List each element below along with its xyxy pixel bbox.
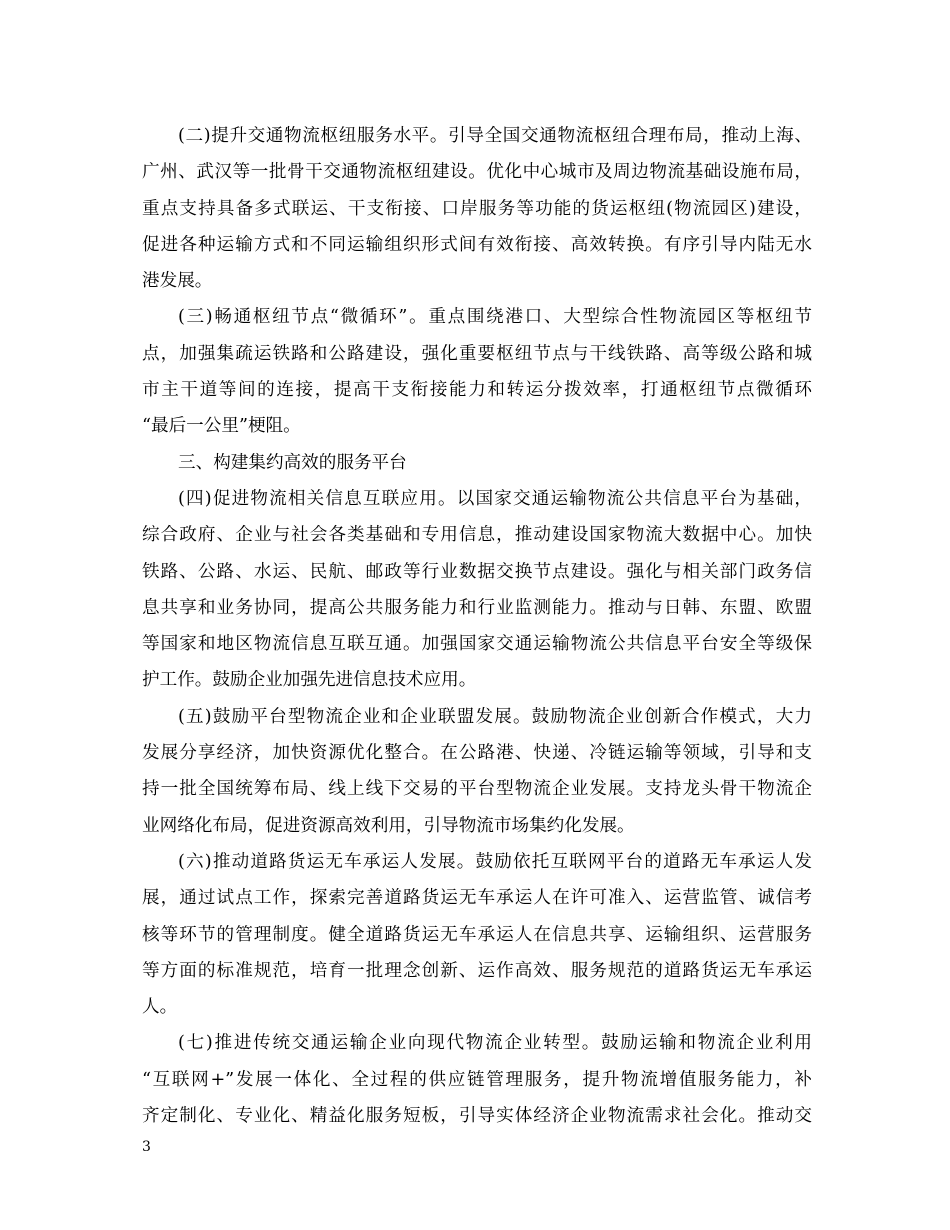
paragraph-line: 齐定制化、专业化、精益化服务短板，引导实体经济企业物流需求社会化。推动交 xyxy=(142,1106,812,1127)
paragraph-5-heading-line: (五)鼓励平台型物流企业和企业联盟发展。鼓励物流企业创新合作模式，大力 xyxy=(178,706,812,727)
paragraph-7-heading-line: (七)推进传统交通运输企业向现代物流企业转型。鼓励运输和物流企业利用 xyxy=(178,1033,812,1054)
paragraph-6-heading-line: (六)推动道路货运无车承运人发展。鼓励依托互联网平台的道路无车承运人发 xyxy=(178,851,812,872)
paragraph-line: 护工作。鼓励企业加强先进信息技术应用。 xyxy=(142,670,477,691)
paragraph-line: 市主干道等间的连接，提高干支衔接能力和转运分拨效率，打通枢纽节点微循环 xyxy=(142,380,812,401)
paragraph-line: 铁路、公路、水运、民航、邮政等行业数据交换节点建设。强化与相关部门政务信 xyxy=(142,561,812,582)
paragraph-2-heading-line: (二)提升交通物流枢纽服务水平。引导全国交通物流枢纽合理布局，推动上海、 xyxy=(178,126,812,146)
paragraph-line: 等方面的标准规范，培育一批理念创新、运作高效、服务规范的道路货运无车承运 xyxy=(142,960,812,981)
paragraph-line: 息共享和业务协同，提高公共服务能力和行业监测能力。推动与日韩、东盟、欧盟 xyxy=(142,597,812,618)
paragraph-line: 促进各种运输方式和不同运输组织形式间有效衔接、高效转换。有序引导内陆无水 xyxy=(142,234,812,255)
paragraph-line: 点，加强集疏运铁路和公路建设，强化重要枢纽节点与干线铁路、高等级公路和城 xyxy=(142,343,812,364)
paragraph-line: 人。 xyxy=(142,997,178,1018)
paragraph-line: “互联网+”发展一体化、全过程的供应链管理服务，提升物流增值服务能力，补 xyxy=(142,1069,812,1090)
paragraph-line: 等国家和地区物流信息互联互通。加强国家交通运输物流公共信息平台安全等级保 xyxy=(142,634,812,655)
section-heading: 三、构建集约高效的服务平台 xyxy=(178,452,407,473)
paragraph-4-heading-line: (四)促进物流相关信息互联应用。以国家交通运输物流公共信息平台为基础， xyxy=(178,488,812,509)
paragraph-line: 广州、武汉等一批骨干交通物流枢纽建设。优化中心城市及周边物流基础设施布局， xyxy=(142,162,812,183)
paragraph-line: “最后一公里”梗阻。 xyxy=(142,416,301,437)
paragraph-line: 重点支持具备多式联运、干支衔接、口岸服务等功能的货运枢纽(物流园区)建设， xyxy=(142,198,812,219)
paragraph-line: 发展分享经济，加快资源优化整合。在公路港、快递、冷链运输等领域，引导和支 xyxy=(142,743,812,764)
paragraph-line: 综合政府、企业与社会各类基础和专用信息，推动建设国家物流大数据中心。加快 xyxy=(142,525,812,546)
document-body xyxy=(142,118,812,1134)
paragraph-line: 业网络化布局，促进资源高效利用，引导物流市场集约化发展。 xyxy=(142,815,635,836)
paragraph-3-heading-line: (三)畅通枢纽节点“微循环”。重点围绕港口、大型综合性物流园区等枢纽节 xyxy=(178,307,812,328)
paragraph-line: 展，通过试点工作，探索完善道路货运无车承运人在许可准入、运营监管、诚信考 xyxy=(142,888,812,909)
paragraph-line: 持一批全国统筹布局、线上线下交易的平台型物流企业发展。支持龙头骨干物流企 xyxy=(142,779,812,800)
page-number: 3 xyxy=(142,1139,151,1155)
paragraph-line: 港发展。 xyxy=(142,271,213,292)
paragraph-line: 核等环节的管理制度。健全道路货运无车承运人在信息共享、运输组织、运营服务 xyxy=(142,924,812,945)
